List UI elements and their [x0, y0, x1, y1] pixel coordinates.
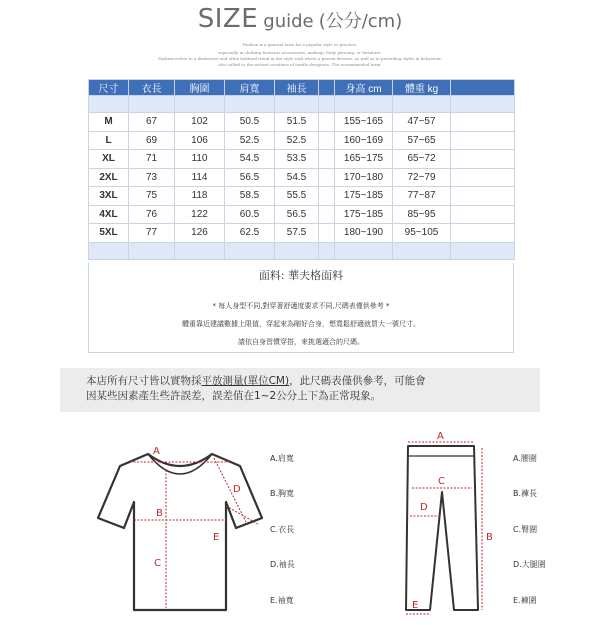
- table-cell: 51.5: [275, 113, 319, 132]
- shirt-label-b: B.胸寬: [270, 489, 295, 498]
- size-table: [88, 79, 515, 260]
- title-sub: guide: [263, 11, 314, 32]
- table-cell: 62.5: [225, 224, 275, 243]
- shirt-label-e: E.袖寬: [270, 596, 294, 605]
- table-cell: [319, 168, 335, 187]
- table-cell: 76: [129, 205, 175, 224]
- shirt-marker-d: D: [233, 484, 241, 495]
- note-line-3: 請依自身習慣穿搭，來挑選適合的尺碼。: [238, 338, 364, 346]
- table-cell: [451, 168, 515, 187]
- pants-marker-e: E: [412, 600, 419, 611]
- table-cell: 2XL: [89, 168, 129, 187]
- table-row: [89, 131, 515, 150]
- pants-diagram: [390, 430, 510, 620]
- shirt-marker-a: A: [153, 446, 160, 457]
- table-cell: 67: [129, 113, 175, 132]
- pants-marker-b: B: [486, 532, 493, 543]
- table-cell: L: [89, 131, 129, 150]
- pants-marker-c: C: [438, 476, 445, 487]
- page-title: [0, 4, 600, 34]
- shirt-label-c: C.衣長: [270, 525, 295, 534]
- shirt-marker-e: E: [213, 532, 220, 543]
- table-cell: [319, 224, 335, 243]
- table-cell: 50.5: [225, 113, 275, 132]
- table-cell: 57~65: [393, 131, 451, 150]
- tshirt-outline: [98, 454, 262, 610]
- table-cell: [451, 131, 515, 150]
- table-cell: 160~169: [335, 131, 393, 150]
- pants-label-e: E.褲圍: [513, 596, 537, 605]
- table-cell: 155~165: [335, 113, 393, 132]
- notes-box: [88, 263, 514, 353]
- table-cell: 106: [175, 131, 225, 150]
- header-size: 尺寸: [89, 80, 129, 96]
- fine-print-4: also called to the newest creations of textile designers. The recommended term.: [218, 62, 382, 67]
- table-cell: 52.5: [275, 131, 319, 150]
- table-cell: 52.5: [225, 131, 275, 150]
- table-cell: 180~190: [335, 224, 393, 243]
- pants-outline: [406, 446, 478, 610]
- table-cell: 175~185: [335, 187, 393, 206]
- disclaimer-post: ，此尺碼表僅供參考，可能會: [289, 375, 426, 387]
- table-cell: 56.5: [225, 168, 275, 187]
- table-cell: [319, 205, 335, 224]
- fine-print-2: especially in clothing footwear accessories, makeup, body piercing, or furniture.: [218, 50, 382, 55]
- shirt-marker-c: C: [154, 558, 161, 569]
- table-cell: 57.5: [275, 224, 319, 243]
- table-cell: 69: [129, 131, 175, 150]
- table-cell: 54.5: [275, 168, 319, 187]
- shirt-marker-b: B: [156, 508, 163, 519]
- table-cell: 102: [175, 113, 225, 132]
- table-cell: 77~87: [393, 187, 451, 206]
- disclaimer-line-2: 因某些因素產生些許誤差，誤差值在1~2公分上下為正常現象。: [86, 390, 382, 402]
- pants-label-a: A.腰圍: [513, 454, 537, 463]
- table-cell: 65~72: [393, 150, 451, 169]
- fine-print-3: Fashion refers to a distinctive and often habitual trend in the style with which a person dresses, as well as to prevailing styles in behaviour.: [158, 56, 442, 61]
- table-cell: 126: [175, 224, 225, 243]
- pants-marker-a: A: [437, 431, 444, 442]
- table-row: [89, 150, 515, 169]
- table-cell: 73: [129, 168, 175, 187]
- table-cell: XL: [89, 150, 129, 169]
- pants-marker-d: D: [420, 502, 428, 513]
- header-height: 身高 cm: [335, 80, 393, 96]
- disclaimer-box: [60, 368, 540, 412]
- table-cell: M: [89, 113, 129, 132]
- pants-label-c: C.臀圍: [513, 525, 538, 534]
- table-cell: 60.5: [225, 205, 275, 224]
- table-cell: 47~57: [393, 113, 451, 132]
- header-length: 衣長: [129, 80, 175, 96]
- table-header-row: [89, 80, 515, 96]
- table-cell: 53.5: [275, 150, 319, 169]
- fine-print-1: Fashion is a general term for a popular style or practice,: [242, 42, 358, 47]
- table-cell: 114: [175, 168, 225, 187]
- table-row: [89, 187, 515, 206]
- table-cell: 72~79: [393, 168, 451, 187]
- table-cell: 77: [129, 224, 175, 243]
- tshirt-diagram: [90, 440, 270, 620]
- title-main: SIZE: [197, 4, 259, 34]
- pants-label-b: B.褲長: [513, 489, 538, 498]
- disclaimer-pre: 本店所有尺寸皆以實物採: [86, 375, 202, 387]
- header-blank: [319, 80, 335, 96]
- note-line-1: * 每人身型不同,對穿著舒適度要求不同,尺碼表僅供參考 *: [212, 302, 390, 310]
- table-cell: 71: [129, 150, 175, 169]
- table-cell: 175~185: [335, 205, 393, 224]
- header-blank-2: [451, 80, 515, 96]
- table-row: [89, 205, 515, 224]
- table-cell: 165~175: [335, 150, 393, 169]
- table-cell: 56.5: [275, 205, 319, 224]
- note-line-2: 體重靠近建議數據上限值，穿起來為剛好合身，想寬鬆舒適就買大一號尺寸。: [182, 320, 420, 328]
- disclaimer-line-1: [86, 374, 426, 388]
- table-cell: [451, 150, 515, 169]
- table-cell: [319, 113, 335, 132]
- table-spacer-row: [89, 96, 515, 113]
- table-cell: [319, 150, 335, 169]
- table-cell: 58.5: [225, 187, 275, 206]
- table-cell: 75: [129, 187, 175, 206]
- table-cell: 3XL: [89, 187, 129, 206]
- pants-label-d: D.大腿圍: [513, 560, 546, 569]
- table-cell: 55.5: [275, 187, 319, 206]
- table-row: [89, 113, 515, 132]
- title-unit: (公分/cm): [318, 11, 403, 32]
- fabric-text: 面料: 華夫格面料: [258, 269, 344, 282]
- table-spacer-row: [89, 242, 515, 259]
- table-cell: [451, 113, 515, 132]
- table-cell: [319, 131, 335, 150]
- table-cell: [451, 205, 515, 224]
- header-shoulder: 肩寬: [225, 80, 275, 96]
- shirt-label-a: A.肩寬: [270, 454, 294, 463]
- table-cell: 5XL: [89, 224, 129, 243]
- table-cell: 170~180: [335, 168, 393, 187]
- table-cell: 122: [175, 205, 225, 224]
- table-cell: 95~105: [393, 224, 451, 243]
- table-cell: 110: [175, 150, 225, 169]
- header-sleeve: 袖長: [275, 80, 319, 96]
- table-cell: [451, 224, 515, 243]
- header-chest: 胸圍: [175, 80, 225, 96]
- header-weight: 體重 kg: [393, 80, 451, 96]
- table-row: [89, 224, 515, 243]
- table-cell: [451, 187, 515, 206]
- table-cell: 85~95: [393, 205, 451, 224]
- disclaimer-underlined: 平放測量(單位CM): [201, 375, 290, 387]
- table-cell: [319, 187, 335, 206]
- shirt-label-d: D.袖長: [270, 560, 295, 569]
- table-cell: 54.5: [225, 150, 275, 169]
- table-row: [89, 168, 515, 187]
- table-cell: 118: [175, 187, 225, 206]
- table-cell: 4XL: [89, 205, 129, 224]
